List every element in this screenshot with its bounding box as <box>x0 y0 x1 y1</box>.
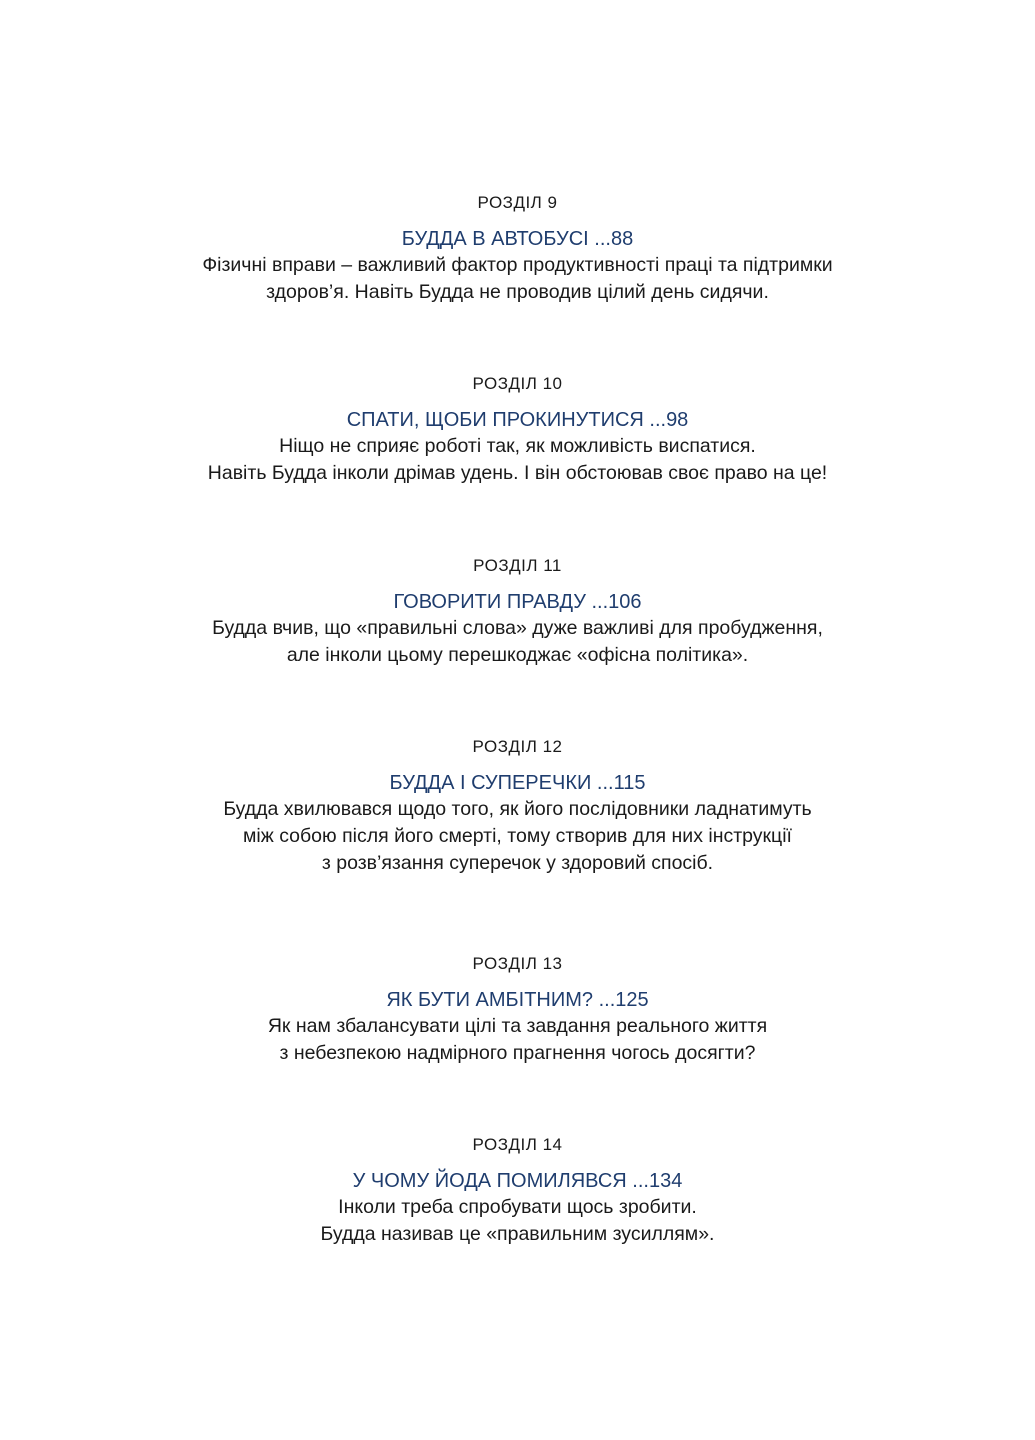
chapter-entry-11 <box>0 555 1035 669</box>
chapter-number: РОЗДІЛ 14 <box>472 1135 563 1154</box>
chapter-description <box>0 433 1035 487</box>
chapter-entry-9 <box>0 192 1035 306</box>
chapter-title-link[interactable]: СПАТИ, ЩОБИ ПРОКИНУТИСЯ ...98 <box>346 409 689 431</box>
chapter-number: РОЗДІЛ 9 <box>477 193 558 212</box>
description-line: з небезпекою надмірного прагнення чогось досягти? <box>279 1042 756 1064</box>
description-line: Будда хвилювався щодо того, як його послідовники ладнатимуть <box>223 798 812 820</box>
chapter-entry-14 <box>0 1134 1035 1248</box>
chapter-title-link[interactable]: ЯК БУТИ АМБІТНИМ? ...125 <box>386 989 649 1011</box>
chapter-title-link[interactable]: ГОВОРИТИ ПРАВДУ ...106 <box>393 591 642 613</box>
chapter-description <box>0 1194 1035 1248</box>
chapter-number: РОЗДІЛ 12 <box>472 737 563 756</box>
chapter-description <box>0 1013 1035 1067</box>
description-line: Навіть Будда інколи дрімав удень. І він обстоював своє право на це! <box>207 462 828 484</box>
description-line: але інколи цьому перешкоджає «офісна політика». <box>286 644 749 666</box>
chapter-entry-10 <box>0 373 1035 487</box>
chapter-entry-13 <box>0 953 1035 1067</box>
chapter-title-link[interactable]: БУДДА І СУПЕРЕЧКИ ...115 <box>389 772 646 794</box>
chapter-number: РОЗДІЛ 10 <box>472 374 563 393</box>
description-line: Ніщо не сприяє роботі так, як можливість виспатися. <box>279 435 756 457</box>
description-line: між собою після його смерті, тому створив для них інструкції <box>243 825 792 847</box>
chapter-number: РОЗДІЛ 13 <box>472 954 563 973</box>
description-line: Будда вчив, що «правильні слова» дуже важливі для пробудження, <box>212 617 823 639</box>
chapter-number: РОЗДІЛ 11 <box>473 556 562 575</box>
description-line: здоров’я. Навіть Будда не проводив цілий день сидячи. <box>266 281 769 303</box>
chapter-title-link[interactable]: У ЧОМУ ЙОДА ПОМИЛЯВСЯ ...134 <box>352 1170 683 1192</box>
chapter-entry-12 <box>0 736 1035 877</box>
description-line: з розв’язання суперечок у здоровий спосіб. <box>321 852 714 874</box>
chapter-description <box>0 615 1035 669</box>
chapter-description <box>0 252 1035 306</box>
description-line: Фізичні вправи – важливий фактор продуктивності праці та підтримки <box>202 254 833 276</box>
chapter-description <box>0 796 1035 877</box>
description-line: Будда називав це «правильним зусиллям». <box>320 1223 715 1245</box>
description-line: Як нам збалансувати цілі та завдання реального життя <box>267 1015 768 1037</box>
description-line: Інколи треба спробувати щось зробити. <box>338 1196 697 1218</box>
chapter-title-link[interactable]: БУДДА В АВТОБУСІ ...88 <box>401 228 634 250</box>
